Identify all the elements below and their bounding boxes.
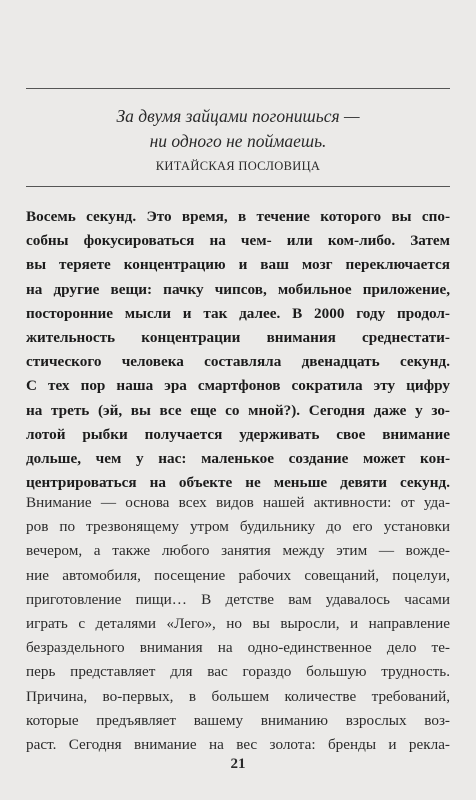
epigraph-line: За двумя зайцами погонишься — <box>116 106 360 126</box>
text-line: которые предъявляет вашему вниманию взрослых воз- <box>26 711 450 729</box>
text-line: Причина, во-первых, в большем количестве требований, <box>26 687 450 705</box>
text-line: С тех пор наша эра смартфонов сократила эту цифру <box>26 377 450 395</box>
text-line: ние автомобиля, посещение рабочих совещаний, поцелуи, <box>26 566 450 584</box>
epigraph-line: ни одного не поймаешь. <box>149 131 327 151</box>
body-paragraph <box>26 491 450 757</box>
text-line: центрироваться на объекте не меньше девяти секунд. <box>26 474 450 492</box>
text-line: стического человека составляла двенадцать секунд. <box>26 353 450 371</box>
text-line: лотой рыбки получается удерживать свое внимание <box>26 425 450 443</box>
text-line: вечером, а также любого занятия между этим — вожде- <box>26 542 450 560</box>
text-line: на треть (эй, вы все еще со мной?). Сегодня даже у зо- <box>26 401 450 419</box>
text-line: перь представляет для вас гораздо большую трудность. <box>26 663 450 681</box>
epigraph-source: КИТАЙСКАЯ ПОСЛОВИЦА <box>155 159 321 173</box>
text-line: посторонние мысли и так далее. В 2000 году продол- <box>26 304 450 322</box>
text-line: играть с деталями «Лего», но вы выросли, и направление <box>26 615 450 633</box>
text-line: Восемь секунд. Это время, в течение которого вы спо- <box>26 208 450 225</box>
text-line: собны фокусироваться на чем- или ком-либо. Затем <box>26 232 450 250</box>
text-line: безраздельного внимания на одно-единственное дело те- <box>26 639 450 657</box>
text-line: на другие вещи: пачку чипсов, мобильное приложение, <box>26 280 450 298</box>
page-number: 21 <box>230 756 246 772</box>
text-line: вы теряете концентрацию и ваш мозг переключается <box>26 256 450 274</box>
text-line: дольше, чем у нас: маленькое создание может кон- <box>26 450 450 468</box>
text-line: жительность концентрации внимания среднестати- <box>26 329 450 347</box>
text-line: ров по трезвонящему утром будильнику до его установки <box>26 518 450 536</box>
text-line: раст. Сегодня внимание на вес золота: бренды и рекла- <box>26 736 450 754</box>
intro-paragraph <box>26 205 450 495</box>
epigraph <box>26 104 450 176</box>
text-line: Внимание — основа всех видов нашей активности: от уда- <box>26 494 450 511</box>
epigraph-top-rule <box>26 88 450 89</box>
text-line: приготовление пищи… В детстве вам удавалось часами <box>26 590 450 608</box>
epigraph-bottom-rule <box>26 186 450 187</box>
